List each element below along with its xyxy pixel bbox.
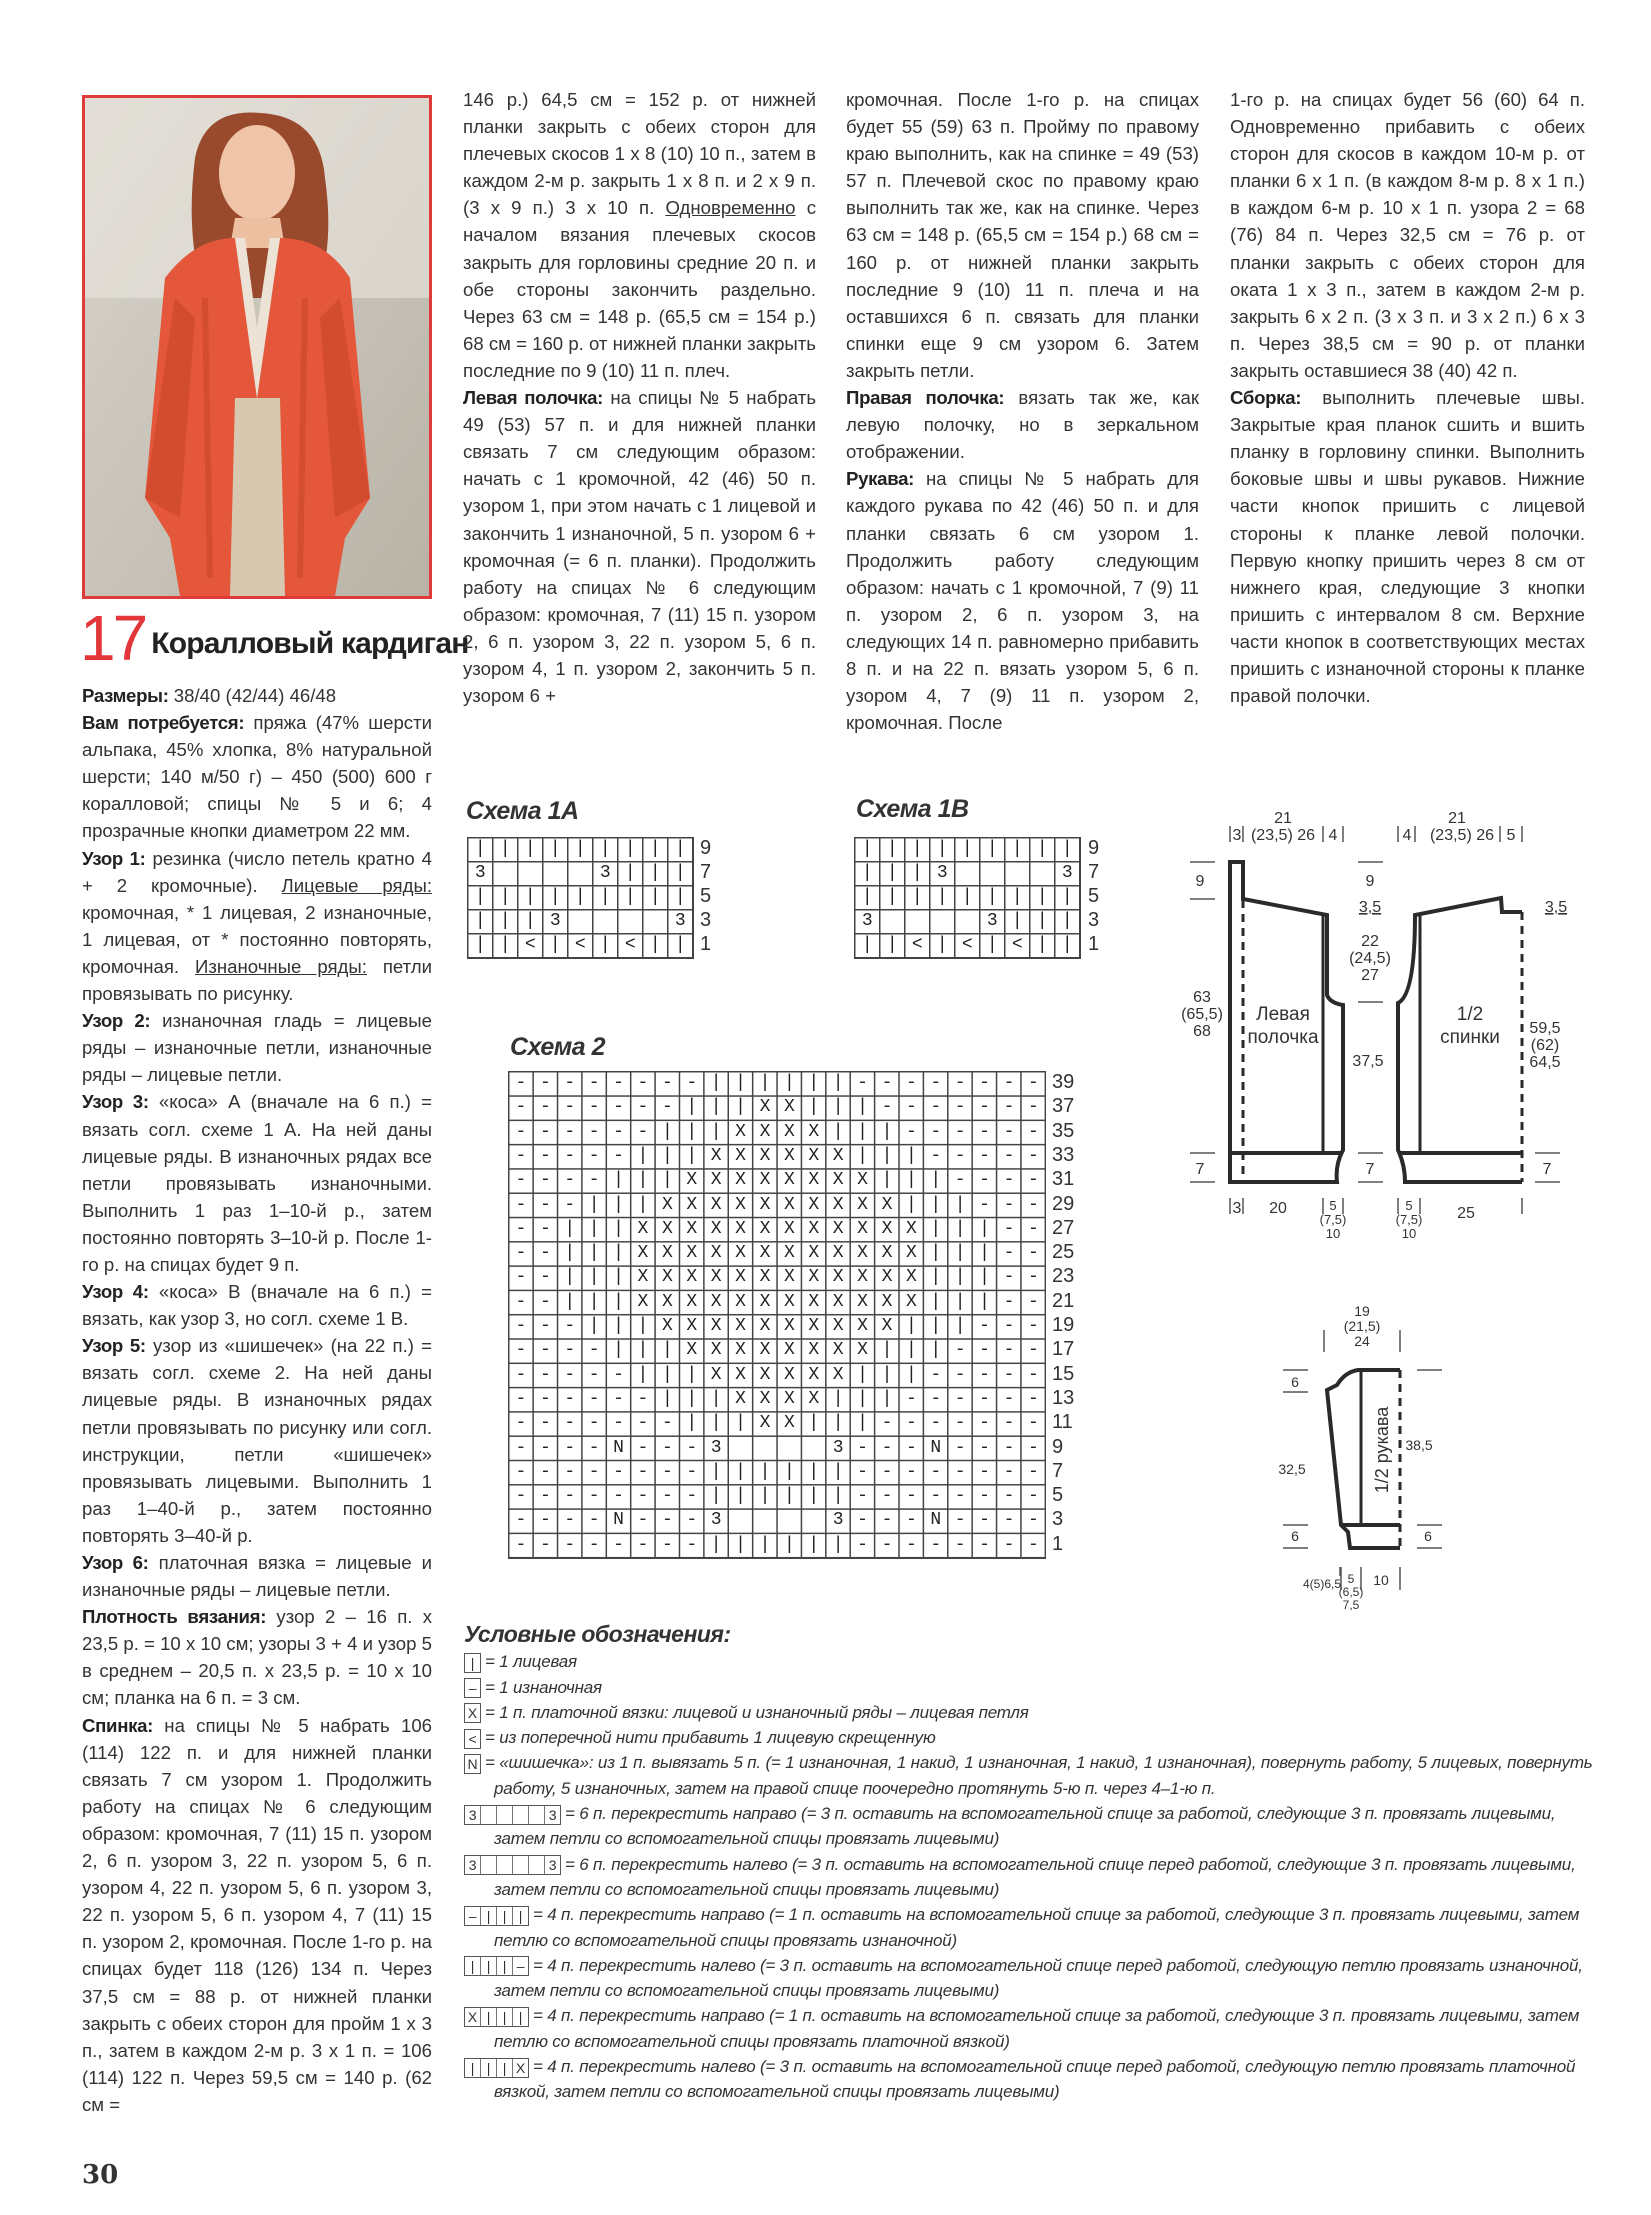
symbol-cell: |: [481, 2008, 497, 2026]
chart-row: --------||||||--------: [515, 1073, 1053, 1093]
chart-row: |||||||||: [861, 887, 1087, 907]
symbol-cell: |: [481, 2059, 497, 2077]
paragraph-text: пряжа (47% шерсти альпака, 45% хлопка, 8% натуральной шерсти; 140 м/50 г) – 450 (500) 600 г коралловой; спицы № 5 и 6; 4 прозрачные кнопки диаметром 22 мм.: [82, 712, 432, 842]
section-label: Плотность вязания:: [82, 1606, 267, 1628]
row-number: 9: [1088, 837, 1100, 859]
paragraph-text: на спицы № 5 набрать 49 (53) 57 п. и для нижней планки связать 7 см следующим образом: начать с 1 кромочной, 42 (46) 50 п. узором 1, при этом начать с 1 лицевой и закончить 1 изнаночной, 5 п. узором 6 + кромочная (= 6 п. планки). Продолжить работу на спицах № 6 следующим образом: кромочная, 7 (11) 15 п. узором 2, 6 п. узором 3, 22 п. узором 5, 6 п. узором 4, 1 п. узором 2, закончить 5 п. узором 6 +: [463, 387, 817, 707]
legend-text: = 4 п. перекрестить направо (= 1 п. оставить на вспомогательной спице за работой, следующие 3 п. провязать лицевыми, затем петлю со вспомогательной спицы провязать платочной вязкой): [494, 2006, 1580, 2051]
paragraph-text: платочная вязка = лицевые и изнаночные ряды – лицевые петли.: [82, 1552, 433, 1601]
chart-symbol-icon: [464, 1678, 481, 1698]
page-number: 30: [82, 2160, 119, 2190]
paragraph-text: изнаночная гладь = лицевые ряды – изнаночные петли, изнаночные ряды – лицевые петли.: [82, 1010, 433, 1086]
back-piece-label-1: 1/2: [1456, 1004, 1484, 1025]
underlined-text: Изнаночные ряды:: [195, 955, 367, 977]
symbol-cell: |: [497, 2008, 513, 2026]
section-label: Узор 2:: [82, 1010, 151, 1032]
row-number: 35: [1052, 1119, 1075, 1142]
symbol-cell: [513, 1806, 529, 1824]
chart-row: |||||||||: [861, 839, 1087, 859]
chart-row: --------||||||--------: [515, 1534, 1053, 1555]
front-mid-side: 37,5: [1352, 1053, 1384, 1070]
scheme-1a-title: Схема 1A: [466, 797, 579, 825]
sleeve-bottom-mid-2: (6,5): [1338, 1585, 1364, 1599]
paragraph-text: узор из «шишечек» (на 22 п.) = вязать согл. схеме 2. На ней даны лицевые ряды. В изнаночных рядах петли провязывать по рисунку или согл. инструкции, петли «шишечек» провязывать лицевыми. Выполнить 1 раз 1–40-й р., затем постоянно повторять 3–40-й р.: [82, 1335, 432, 1546]
row-number: 37: [1052, 1095, 1075, 1118]
section-label: Узор 3:: [82, 1091, 149, 1113]
legend-item: [464, 1902, 1594, 1953]
paragraph-text: «коса» А (вначале на 6 п.) = вязать согл. схеме 1 А. На ней даны лицевые ряды. В изнаночных рядах все петли провязывать изнаночными. Выполнить 1 раз 1–10-й р., затем постоянно повторять 3–10-й р. После 1-го р. на спицах будет 9 п.: [82, 1091, 432, 1275]
section-label: Узор 6:: [82, 1552, 149, 1573]
legend-text: = 4 п. перекрестить налево (= 3 п. оставить на вспомогательной спице перед работой, следующую петлю провязать платочной вязкой, затем петли со вспомогательной спицы провязать лицевыми): [494, 2057, 1576, 2102]
row-number: 5: [700, 885, 712, 907]
legend-item: [464, 2003, 1594, 2054]
sleeve-right-height: 38,5: [1405, 1437, 1433, 1453]
back-right-height-3: 64,5: [1529, 1054, 1561, 1071]
chart-row: ----N---3 3---N----: [515, 1510, 1053, 1531]
chart-row: |||||||||: [474, 839, 700, 859]
back-bottom-arm-3: 10: [1401, 1226, 1417, 1241]
back-right-bottom: 7: [1542, 1161, 1552, 1178]
sleeve-bottom-mid-1: 5: [1347, 1572, 1355, 1586]
chart-row: ----|||XXXXXXXX|||----: [515, 1170, 1053, 1191]
front-top-right: 4: [1328, 827, 1338, 844]
sleeve-top-width-2: (21,5): [1343, 1318, 1381, 1334]
row-number: 21: [1052, 1289, 1075, 1312]
paragraph-text: 146 р.) 64,5 см = 152 р. от нижней планки закрыть с обеих сторон для плечевых скосов 1 х 8 (10) 10 п., затем в каждом 2-м р. закрыть 1 х 8 п. и 2 х 9 п. (3 х 9 п.) 3 х 10 п.: [463, 89, 816, 219]
row-number: 9: [1052, 1435, 1064, 1458]
section-label: Спинка:: [82, 1714, 154, 1736]
symbol-cell: |: [518, 2008, 523, 2025]
chart-symbol-icon: [464, 1906, 529, 1926]
symbol-cell: [529, 1856, 545, 1874]
chart-row: --|||XXXXXXXXXXXX|||--: [515, 1218, 1053, 1239]
chart-grid: [508, 1071, 1053, 1559]
front-bottom-arm-3: 10: [1325, 1226, 1341, 1241]
chart-row: --|||XXXXXXXXXXXX|||--: [515, 1243, 1053, 1264]
legend-items: [464, 1649, 1594, 2104]
legend-item: [464, 1700, 1594, 1725]
symbol-cell: [481, 1806, 497, 1824]
legend-text: = 4 п. перекрестить налево (= 3 п. оставить на вспомогательной спице перед работой, следующую петлю провязать изнаночной, затем петли со вспомогательной спицы провязать лицевыми): [494, 1955, 1583, 2001]
section-label: Левая полочка:: [463, 387, 604, 409]
chart-row: 3 3|||: [861, 911, 1087, 931]
symbol-cell: [481, 1856, 497, 1874]
pattern-name: Коралловый кардиган: [151, 627, 469, 660]
row-number: 7: [1052, 1459, 1064, 1482]
row-number: 3: [700, 909, 712, 931]
legend-text: = из поперечной нити прибавить 1 лицевую скрещенную: [485, 1728, 936, 1748]
chart-row: --|||XXXXXXXXXXXX|||--: [515, 1267, 1053, 1288]
chart-row: ||<|<|<||: [861, 935, 1087, 955]
row-number: 5: [1088, 885, 1100, 907]
chart-row: ----|||XXXXXXXX|||----: [515, 1340, 1053, 1361]
row-number: 33: [1052, 1143, 1075, 1166]
front-bottom-band: 3: [1232, 1200, 1242, 1217]
paragraph-text: выполнить плечевые швы. Закрытые края планок сшить и вшить планку в горловину спинки. Выполнить боковые швы и швы рукавов. Нижние части кнопок пришить с лицевой стороны к планке левой полочки. Первую кнопку пришить через 8 см от нижнего края, следующие 3 кнопки пришить с интервалом 8 см. Верхние части кнопок в соответствующих местах пришить с изнаночной стороны к планке правой полочки.: [1230, 387, 1585, 707]
symbol-cell: –: [465, 1907, 481, 1925]
section-label: Правая полочка:: [846, 387, 1005, 409]
row-number: 1: [1088, 933, 1100, 955]
legend-text: = 6 п. перекрестить налево (= 3 п. оставить на вспомогательной спице перед работой, следующие 3 п. провязать лицевыми, затем петли со вспомогательной спицы провязать лицевыми): [494, 1854, 1576, 1899]
row-number: 3: [1052, 1508, 1064, 1531]
symbol-cell: |: [465, 1957, 481, 1975]
chart-row: ---|||XXXXXXXXXX|||---: [515, 1316, 1053, 1336]
back-right-height-2: (62): [1530, 1037, 1560, 1054]
pattern-number: 17: [80, 602, 146, 674]
front-bottom-arm-1: 5: [1329, 1198, 1337, 1213]
front-top-width-2: (23,5) 26: [1250, 827, 1316, 844]
chart-symbol-icon: [464, 1653, 481, 1673]
symbol-cell: 3: [548, 1806, 557, 1823]
symbol-cell: |: [497, 1907, 513, 1925]
front-bottom-width: 20: [1269, 1200, 1287, 1217]
symbol-cell: <: [468, 1730, 477, 1747]
paragraph: [82, 1712, 432, 2118]
paragraph-text: узор 2 – 16 п. х 23,5 р. = 10 х 10 см; узоры 3 + 4 и узор 5 в среднем – 20,5 п. х 23,5 р. = 10 х 10 см; планка на 6 п. = 3 см.: [82, 1606, 433, 1709]
legend-item: [464, 1750, 1594, 1801]
row-number: 39: [1052, 1071, 1075, 1093]
symbol-cell: 3: [465, 1806, 481, 1824]
row-number: 15: [1052, 1362, 1075, 1385]
front-mid-arm-2: (24,5): [1349, 950, 1391, 967]
back-piece-label-2: спинки: [1440, 1027, 1500, 1048]
legend-text: = 1 п. платочной вязки: лицевой и изнаночный ряды – лицевая петля: [485, 1702, 1029, 1722]
row-number: 1: [1052, 1532, 1064, 1555]
legend-text: = «шишечка»: из 1 п. вывязать 5 п. (= 1 изнаночная, 1 накид, 1 изнаночная, 1 накид, 1 изнаночная), повернуть работу, 5 лицевых, повернуть работу, 5 изнаночных, затем на правой спице поочередно протянуть 5-ю п. через 4–1-ю п.: [485, 1753, 1593, 1798]
back-bottom-arm-1: 5: [1405, 1198, 1413, 1213]
chart-grid: [854, 837, 1087, 959]
front-piece-label-1: Левая: [1256, 1004, 1310, 1025]
back-top-width-2: (23,5) 26: [1429, 827, 1495, 844]
legend-title: Условные обозначения:: [464, 1621, 731, 1647]
chart-row: ||<|<|<||: [474, 935, 700, 955]
front-left-height-2: (65,5): [1181, 1006, 1223, 1023]
chart-row: ----N---3 3---N----: [515, 1437, 1053, 1458]
front-left-height-1: 63: [1193, 989, 1211, 1006]
chart-row: ---|||XXXXXXXXXX|||---: [515, 1194, 1053, 1215]
symbol-cell: 3: [465, 1856, 481, 1874]
chart-row: |||3 3: [861, 863, 1087, 883]
row-number: 11: [1052, 1411, 1073, 1434]
section-label: Размеры:: [82, 685, 169, 706]
chart-row: -------|||XX|||-------: [515, 1413, 1053, 1434]
sleeve-top-width-1: 19: [1354, 1303, 1370, 1319]
symbol-cell: |: [470, 1654, 475, 1671]
symbol-cell: |: [481, 1957, 497, 1975]
row-number: 3: [1088, 909, 1100, 931]
scheme-2-title: Схема 2: [510, 1033, 605, 1061]
front-mid-bottom: 7: [1365, 1161, 1375, 1178]
sleeve-bottom-mid-3: 7,5: [1342, 1598, 1360, 1612]
chart-symbol-icon: [464, 1805, 561, 1825]
paragraph-text: вязать так же, как левую полочку, но в зеркальном отображении.: [846, 387, 1199, 463]
sleeve-left-bottom: 6: [1291, 1528, 1299, 1544]
chart-row: -------|||XX|||-------: [515, 1097, 1053, 1118]
symbol-cell: |: [497, 2059, 513, 2077]
paragraph-text: кромочная. После 1-го р. на спицах будет 55 (59) 63 п. Пройму по правому краю выполнить, как на спинке = 49 (53) 57 п. Плечевой скос по правому краю выполнить так же, как на спинке. Через 63 см = 148 р. (65,5 см = 154 р.) 68 см = 160 р. от нижней планки закрыть последние 9 (10) 11 п. плеча и на оставшихся 6 п. связать для планки спинки еще 9 см узором 6. Затем закрыть петли.: [846, 89, 1199, 381]
back-bottom-arm-2: (7,5): [1395, 1212, 1423, 1227]
chart-row: --------||||||--------: [515, 1461, 1053, 1482]
sleeve-right-bottom: 6: [1424, 1528, 1432, 1544]
chart-row: -----|||XXXXXX|||-----: [515, 1364, 1053, 1385]
row-number: 1: [700, 933, 712, 955]
section-label: Вам потребуется:: [82, 712, 245, 734]
paragraph-text: на спицы № 5 набрать 106 (114) 122 п. и для нижней планки связать 7 см узором 1. Продолжить работу на спицах № 6 следующим образом: кромочная, 7 (11) 15 п. узором 2, 6 п. узором 3, 22 п. узором 5, 6 п. узором 4, 22 п. узором 5, 6 п. узором 3, 22 п. узором 5, 6 п. узором 4, 7 (11) 15 п. узором 2, кромочная. После 1-го р. на спицах будет 118 (126) 134 п. Через 37,5 см = 88 р. от нижней планки закрыть с обеих сторон для пройм 1 х 3 п., затем в каждом 2-м р. 3 х 1 п. = 106 (114) 122 п. Через 59,5 см = 140 р. (62 см =: [82, 1714, 432, 2115]
back-bottom-width: 25: [1457, 1205, 1475, 1222]
front-top-band: 3: [1232, 827, 1242, 844]
symbol-cell: |: [465, 2059, 481, 2077]
symbol-cell: X: [515, 2059, 526, 2076]
paragraph-text: петли провязывать по рисунку.: [82, 955, 432, 1005]
section-label: Сборка:: [1230, 387, 1302, 409]
section-label: Узор 4:: [82, 1281, 149, 1303]
front-left-height-3: 68: [1193, 1023, 1211, 1040]
front-top-width-1: 21: [1274, 810, 1292, 827]
back-right-shoulder: 3,5: [1544, 899, 1568, 916]
chart-symbol-icon: [464, 2058, 529, 2078]
section-label: Рукава:: [846, 468, 915, 490]
underlined-text: Лицевые ряды:: [281, 874, 433, 896]
symbol-cell: [497, 1856, 513, 1874]
front-left-bottom: 7: [1195, 1161, 1205, 1178]
section-label: Узор 5:: [82, 1335, 146, 1357]
symbol-cell: X: [467, 1705, 478, 1722]
chart-row: |||3 3: [474, 911, 700, 931]
row-number: 9: [700, 837, 712, 859]
paragraph-text: на спицы № 5 набрать для каждого рукава по 42 (46) 50 п. и для планки связать 6 см узором 1. Продолжить работу следующим образом: начать с 1 кромочной, 7 (9) 11 п. узором 2, 6 п. узором 3, на следующих 14 п. равномерно прибавить 8 п. и на 22 п. вязать узором 5, 6 п. узором 4, 7 (9) 11 п. узором 2, кромочная. После: [846, 468, 1199, 734]
legend-item: [464, 1953, 1594, 2004]
paragraph-text: резинка (число петель кратно 4 + 2 кромочные).: [82, 847, 433, 896]
underlined-text: Одновременно: [665, 197, 796, 219]
symbol-cell: 3: [548, 1857, 557, 1874]
chart-row: |||||||||: [474, 887, 700, 907]
chart-row: ------|||XXXX|||------: [515, 1388, 1053, 1409]
symbol-cell: X: [465, 2008, 481, 2026]
back-top-right: 5: [1506, 827, 1516, 844]
chart-row: --|||XXXXXXXXXXXX|||--: [515, 1291, 1053, 1312]
paragraph-text: 38/40 (42/44) 46/48: [168, 685, 337, 706]
section-label: Узор 1:: [82, 847, 146, 869]
paragraph-text: 1-го р. на спицах будет 56 (60) 64 п. Одновременно прибавить с обеих сторон для скосов в каждом 10-м р. от планки 6 х 1 п. (в каждом 8-м р. 8 х 1 п.) в каждом 6-м р. 10 х 1 п. узора 2 = 68 (76) 84 п. Через 32,5 см = 76 р. от планки закрыть с обеих сторон для оката 1 х 3 п., затем в каждом 2-м р. закрыть 6 х 2 п. (3 х 3 п. и 3 х 2 п.) 6 х 3 п. Через 38,5 см = 90 р. от планки закрыть оставшиеся 38 (40) 42 п.: [1230, 89, 1585, 381]
back-top-width-1: 21: [1448, 810, 1466, 827]
legend-item: [464, 2054, 1594, 2105]
row-number: 5: [1052, 1484, 1064, 1507]
row-number: 27: [1052, 1216, 1075, 1239]
row-number: 31: [1052, 1168, 1075, 1191]
sleeve-top-width-3: 24: [1354, 1333, 1370, 1349]
front-mid-arm-1: 22: [1361, 933, 1379, 950]
row-number: 29: [1052, 1192, 1075, 1215]
legend-item: [464, 1801, 1594, 1852]
front-mid-shoulder: 3,5: [1358, 899, 1382, 916]
symbol-cell: [497, 1806, 513, 1824]
chart-symbol-icon: [464, 1754, 481, 1774]
sleeve-left-height: 32,5: [1278, 1461, 1306, 1477]
symbol-cell: |: [481, 1907, 497, 1925]
legend-text: = 1 изнаночная: [485, 1677, 602, 1697]
front-bottom-arm-2: (7,5): [1319, 1212, 1347, 1227]
back-right-height-1: 59,5: [1529, 1020, 1561, 1037]
legend-item: [464, 1675, 1594, 1700]
symbol-cell: [513, 1856, 529, 1874]
chart-symbol-icon: [464, 1703, 481, 1723]
symbol-cell: |: [518, 1907, 523, 1924]
legend: [464, 1622, 1594, 2105]
chart-row: ------|||XXXX|||------: [515, 1121, 1053, 1142]
sleeve-left-top: 6: [1291, 1374, 1299, 1390]
paragraph-text: кромочная, * 1 лицевая, 2 изнаночные, 1 лицевая, от * постоянно повторять, кромочная.: [82, 901, 432, 977]
chart-row: -----|||XXXXXX|||-----: [515, 1145, 1053, 1166]
front-mid-top: 9: [1365, 873, 1375, 890]
legend-item: [464, 1852, 1594, 1903]
row-number: 7: [1088, 861, 1100, 883]
chart-symbol-icon: [464, 2007, 529, 2027]
symbol-cell: N: [467, 1756, 478, 1772]
front-mid-arm-3: 27: [1361, 967, 1379, 984]
front-piece-label-2: полочка: [1247, 1027, 1319, 1048]
symbol-cell: –: [468, 1680, 477, 1697]
chart-symbol-icon: [464, 1855, 561, 1875]
symbol-cell: |: [497, 1957, 513, 1975]
chart-symbol-icon: [464, 1956, 529, 1976]
chart-row: --------||||||--------: [515, 1486, 1053, 1507]
front-left-top: 9: [1195, 873, 1205, 890]
sleeve-bottom-left: 4(5)6,5: [1302, 1577, 1342, 1591]
sleeve-bottom-right: 10: [1373, 1572, 1389, 1588]
row-number: 19: [1052, 1314, 1075, 1336]
chart-symbol-icon: [464, 1729, 481, 1749]
symbol-cell: [529, 1806, 545, 1824]
paragraph-text: с началом вязания плечевых скосов закрыть для горловины средние 20 п. и обе стороны закончить раздельно. Через 63 см = 148 р. (65,5 см = 154 р.) 68 см = 160 р. от нижней планки закрыть последние по 9 (10) 11 п. плеч.: [463, 197, 816, 381]
scheme-1b-title: Схема 1B: [856, 795, 969, 823]
legend-text: = 1 лицевая: [485, 1652, 577, 1672]
paragraph-text: «коса» В (вначале на 6 п.) = вязать, как узор 3, но согл. схеме 1 В.: [82, 1281, 432, 1330]
legend-text: = 4 п. перекрестить направо (= 1 п. оставить на вспомогательной спице за работой, следующие 3 п. провязать лицевыми, затем петлю со вспомогательной спицы провязать изнаночной): [494, 1905, 1580, 1950]
sleeve-piece-label: 1/2 рукава: [1372, 1406, 1392, 1494]
legend-item: [464, 1649, 1594, 1674]
chart-row: 3 3|||: [474, 863, 700, 883]
row-number: 13: [1052, 1386, 1075, 1409]
row-number: 25: [1052, 1241, 1075, 1264]
legend-text: = 6 п. перекрестить направо (= 3 п. оставить на вспомогательной спице за работой, следующие 3 п. провязать лицевыми, затем петли со вспомогательной спицы провязать лицевыми): [494, 1804, 1556, 1849]
back-top-left: 4: [1402, 827, 1412, 844]
symbol-cell: –: [516, 1958, 525, 1975]
legend-item: [464, 1725, 1594, 1750]
row-number: 23: [1052, 1265, 1075, 1288]
row-number: 7: [700, 861, 712, 883]
chart-grid: [467, 837, 700, 959]
row-number: 17: [1052, 1338, 1075, 1361]
